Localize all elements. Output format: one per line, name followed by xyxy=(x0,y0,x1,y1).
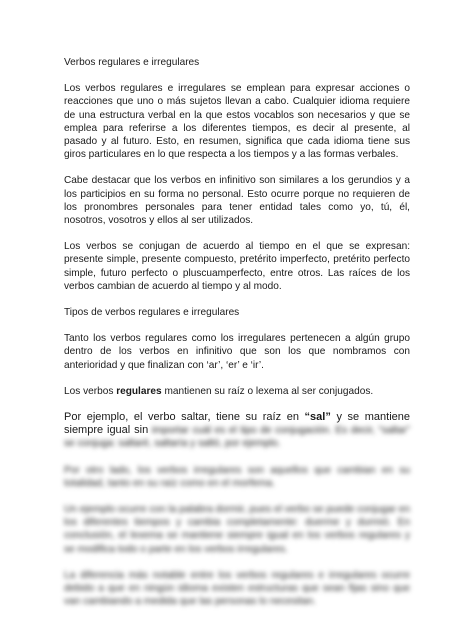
paragraph-regular-definition xyxy=(64,385,410,398)
blurred-paragraph-irregular: Por otro lado, los verbos irregulares son aquellos que cambian en su totalidad, tanto en su raíz como en el morfema. xyxy=(64,464,410,489)
document-title: Verbos regulares e irregulares xyxy=(64,57,200,68)
blurred-paragraph-example: Un ejemplo ocurre con la palabra dormir, pues el verbo se puede conjugar en los diferentes tiempos y cambia completamente: duerme y durmió. En conclusión, el lexema se mantiene siempre igual en los verbos regulares y se modifica todo o parte en los verbos irregulares. xyxy=(64,504,410,555)
paragraph-conjugation: Los verbos se conjugan de acuerdo al tiempo en el que se expresan: presente simple, presente compuesto, pretérito imperfecto, pretérito perfecto simple, futuro perfecto o pluscuamperfecto, entre otros. Las raíces de los verbos cambian de acuerdo al tiempo y al modo. xyxy=(64,241,410,292)
text-segment: Los verbos xyxy=(64,385,117,397)
section-subtitle: Tipos de verbos regulares e irregulares xyxy=(64,307,240,319)
document-body xyxy=(64,56,410,622)
paragraph-example xyxy=(64,411,410,451)
blurred-paragraph-conclusion: La diferencia más notable entre los verbos regulares e irregulares ocurre debido a que en ningún idioma existen estructuras que sean fijas sino que van cambiando a medida que las personas lo necesitan. xyxy=(64,569,410,608)
bold-term-sal: “sal” xyxy=(304,411,331,424)
text-segment-blurred-tail: importar cuál es el tipo de conjugación. Es decir, “saltar” se conjuga: saltaré, saltaría y saltó, por ejemplo. xyxy=(64,425,410,450)
bold-term-regulares: regulares xyxy=(116,385,162,397)
blurred-preview-region xyxy=(64,464,410,609)
text-segment: mantienen su raíz o lexema al ser conjugados. xyxy=(161,385,374,397)
paragraph-types: Tanto los verbos regulares como los irregulares pertenecen a algún grupo dentro de los verbos en infinitivo que son los que nombramos con anterioridad y que finalizan con ‘ar’, ‘er’ e ‘ir’. xyxy=(64,333,410,371)
text-segment-blurred: y se mantiene siempre igual sin xyxy=(64,411,411,437)
text-segment: Por ejemplo, el verbo saltar, tiene su raíz en xyxy=(64,411,305,424)
paragraph-intro: Los verbos regulares e irregulares se emplean para expresar acciones o reacciones que uno o más sujetos llevan a cabo. Cualquier idioma requiere de una estructura verbal en la que estos vocablos son necesarios y que se emplea para referirse a los diferentes tiempos, es decir al presente, al pasado y al futuro. Esto, en resumen, significa que cada idioma tiene sus giros particulares en lo que respecta a los tiempos y a las formas verbales. xyxy=(64,83,410,161)
paragraph-infinitive: Cabe destacar que los verbos en infinitivo son similares a los gerundios y a los participios en su forma no personal. Esto ocurre porque no requieren de los pronombres personales para tener entidad tales como yo, tú, él, nosotros, vosotros y ellos al ser utilizados. xyxy=(64,175,410,227)
